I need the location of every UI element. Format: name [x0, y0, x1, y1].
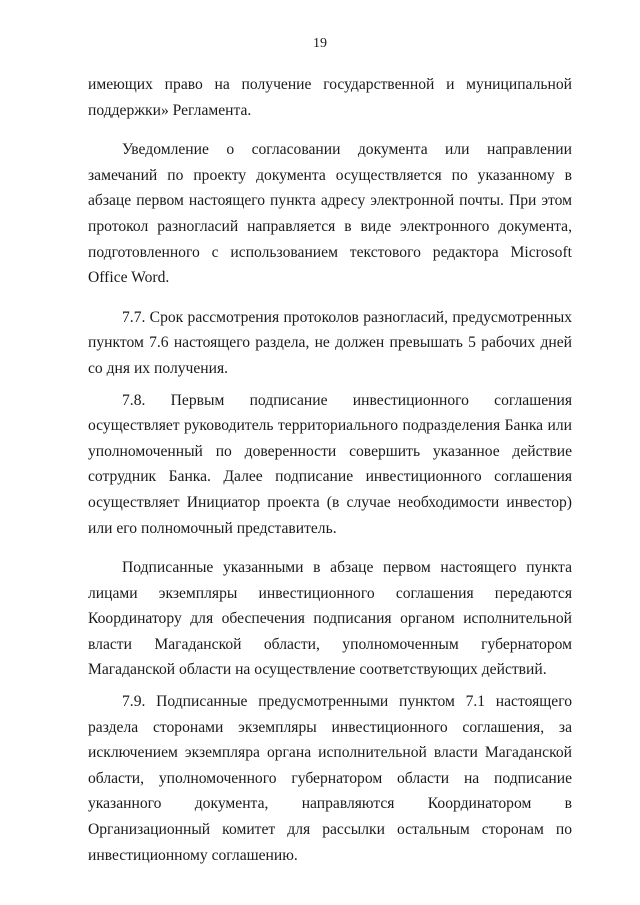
page-number: 19 [313, 36, 327, 51]
paragraph-signed-copies: Подписанные указанными в абзаце первом настоящего пункта лицами экземпляры инвестиционного соглашения передаются Координатору для обеспечения подписания органом исполнительной власти Магаданской области, уполномоченным губернатором Магаданской области на осуществление соответствующих действий. [88, 559, 572, 679]
paragraph-7-8: 7.8. Первым подписание инвестиционного соглашения осуществляет руководитель территориального подразделения Банка или уполномоченный по доверенности совершить указанное действие сотрудник Банка. Далее подписание инвестиционного соглашения осуществляет Инициатор проекта (в случае необходимости инвестор) или его полномочный представитель. [88, 391, 572, 537]
paragraph-notification: Уведомление о согласовании документа или направлении замечаний по проекту документа осуществляется по указанному в абзаце первом настоящего пункта адресу электронной почты. При этом протокол разногласий направляется в виде электронного документа, подготовленного с использованием текстового редактора Microsoft Office Word. [88, 141, 572, 287]
paragraph-continuation: имеющих право на получение государственной и муниципальной поддержки» Регламента. [88, 76, 572, 119]
paragraph-7-9: 7.9. Подписанные предусмотренными пунктом 7.1 настоящего раздела сторонами экземпляры инвестиционного соглашения, за исключением экземпляра органа исполнительной власти Магаданской области, уполномоченного губернатором области на подписание указанного документа, направляются Координатором в Организационный комитет для рассылки остальным сторонам по инвестиционному соглашению. [88, 693, 572, 864]
document-body [88, 72, 572, 868]
paragraph-7-7: 7.7. Срок рассмотрения протоколов разногласий, предусмотренных пунктом 7.6 настоящего раздела, не должен превышать 5 рабочих дней со дня их получения. [88, 308, 572, 377]
